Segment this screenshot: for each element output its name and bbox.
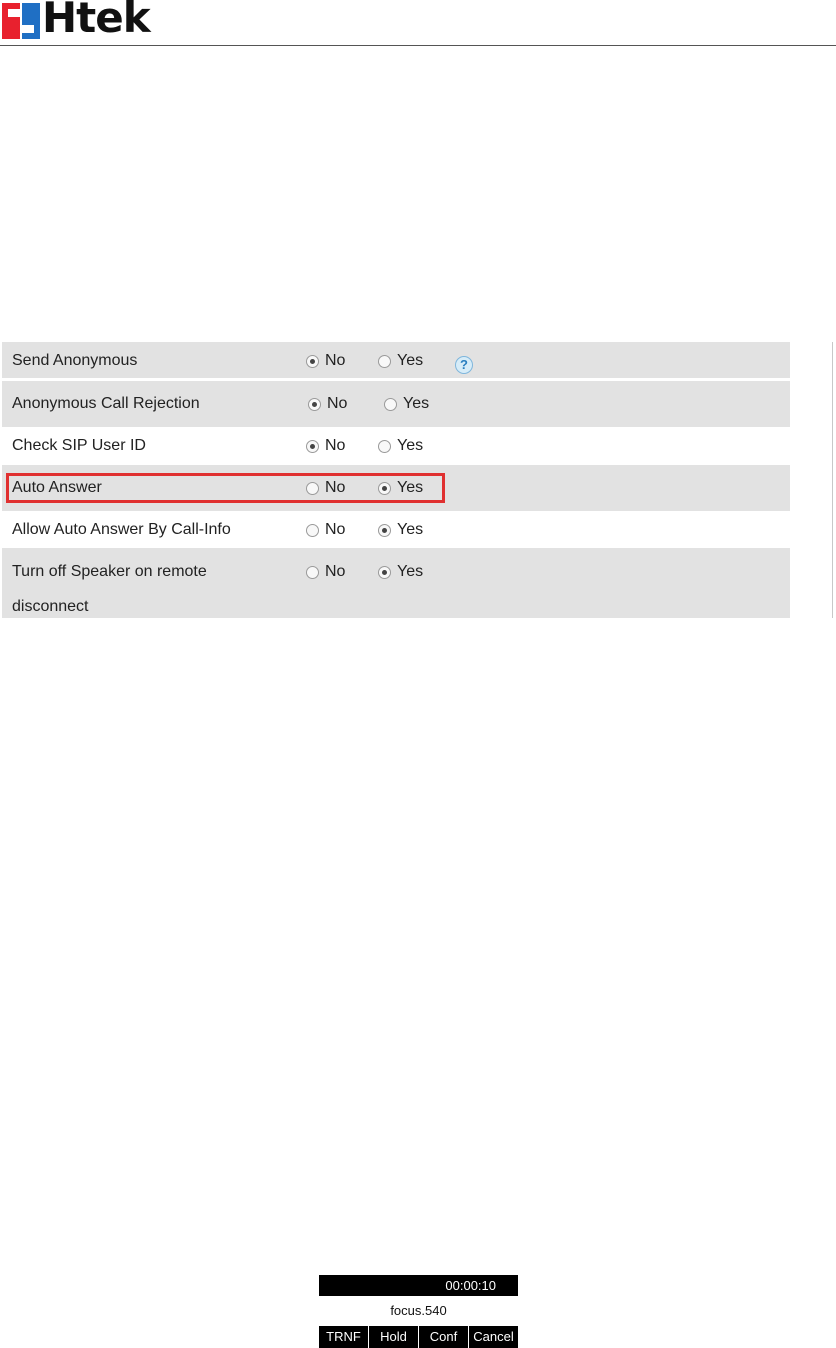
option-label: Yes [397, 352, 424, 369]
option-label: No [325, 437, 346, 454]
radio-button[interactable] [308, 398, 321, 411]
anonymous-call-rejection-no-option[interactable] [308, 395, 347, 413]
send-anonymous-no-option[interactable] [306, 352, 345, 370]
send-anonymous-yes-option[interactable] [378, 352, 423, 370]
setting-label: Allow Auto Answer By Call-Info [12, 521, 231, 538]
allow-auto-answer-no-option[interactable] [306, 521, 345, 539]
radio-button[interactable] [306, 440, 319, 453]
option-label: Yes [397, 479, 424, 496]
setting-label: Auto Answer [12, 479, 102, 496]
softkey-bar [319, 1326, 518, 1348]
setting-label: Check SIP User ID [12, 437, 146, 454]
brand-text: Htek [42, 0, 150, 42]
option-label: Yes [397, 563, 424, 580]
radio-button[interactable] [306, 566, 319, 579]
option-label: No [325, 521, 346, 538]
check-sip-user-id-no-option[interactable] [306, 437, 345, 455]
caller-name: focus.540 [390, 1303, 447, 1318]
setting-row-turn-off-speaker [2, 548, 790, 618]
option-label: Yes [397, 437, 424, 454]
setting-row-send-anonymous [2, 342, 790, 378]
setting-label-line1: Turn off Speaker on remote [12, 563, 207, 580]
setting-row-allow-auto-answer-call-info [2, 512, 790, 548]
radio-button[interactable] [378, 524, 391, 537]
check-sip-user-id-yes-option[interactable] [378, 437, 423, 455]
option-label: Yes [397, 521, 424, 538]
softkey-trnf[interactable]: TRNF [319, 1326, 368, 1348]
header-divider [0, 45, 836, 46]
option-label: No [327, 395, 348, 412]
radio-button[interactable] [306, 355, 319, 368]
radio-button[interactable] [378, 355, 391, 368]
panel-border [832, 342, 833, 618]
setting-row-check-sip-user-id [2, 428, 790, 464]
page-header [0, 0, 836, 46]
option-label: Yes [403, 395, 430, 412]
auto-answer-highlight-box [6, 473, 445, 503]
phone-call-screen [319, 1273, 518, 1348]
softkey-hold[interactable]: Hold [369, 1326, 418, 1348]
anonymous-call-rejection-yes-option[interactable] [384, 395, 429, 413]
radio-button[interactable] [306, 524, 319, 537]
setting-row-anonymous-call-rejection [2, 381, 790, 427]
option-label: No [325, 563, 346, 580]
question-icon[interactable]: ? [455, 356, 473, 374]
phone-status-bar [319, 1275, 518, 1296]
softkey-cancel[interactable]: Cancel [469, 1326, 518, 1348]
allow-auto-answer-yes-option[interactable] [378, 521, 423, 539]
softkey-conf[interactable]: Conf [419, 1326, 468, 1348]
turn-off-speaker-no-option[interactable] [306, 563, 345, 581]
call-timer: 00:00:10 [445, 1278, 496, 1293]
radio-button[interactable] [378, 566, 391, 579]
setting-label: Anonymous Call Rejection [12, 395, 200, 412]
option-label: No [325, 352, 346, 369]
turn-off-speaker-yes-option[interactable] [378, 563, 423, 581]
setting-label-line2: disconnect [12, 598, 89, 615]
setting-label: Send Anonymous [12, 352, 138, 369]
option-label: No [325, 479, 346, 496]
radio-button[interactable] [378, 440, 391, 453]
radio-button[interactable] [384, 398, 397, 411]
